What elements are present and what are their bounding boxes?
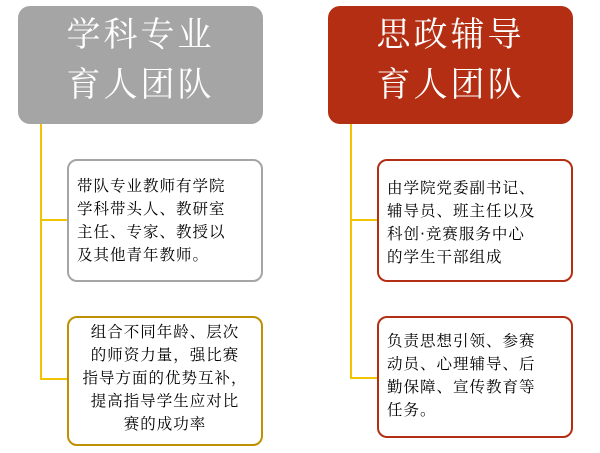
- left-header-discipline-team: [18, 6, 263, 124]
- right-connector-vertical: [350, 124, 352, 378]
- text-line: 动员、心理辅导、后: [387, 355, 536, 373]
- left-connector-branch-1: [40, 219, 67, 221]
- text-line: 带队专业教师有学院: [77, 177, 226, 195]
- right-connector-branch-2: [350, 377, 377, 379]
- text-line: 负责思想引领、参赛: [387, 332, 536, 350]
- text-line: 勤保障、宣传教育等: [387, 378, 536, 396]
- left-header-line-2: 育人团队: [66, 65, 215, 105]
- left-header-line-1: 学科专业: [66, 15, 215, 55]
- right-header-line-1: 思政辅导: [376, 15, 525, 55]
- text-line: 主任、专家、教授以: [77, 223, 226, 241]
- left-connector-vertical: [40, 124, 42, 379]
- text-line: 赛的成功率: [123, 415, 207, 433]
- right-box-responsibilities: [377, 316, 573, 438]
- right-header-line-2: 育人团队: [376, 65, 525, 105]
- left-connector-branch-2: [40, 378, 67, 380]
- text-line: 任务。: [387, 401, 437, 419]
- text-line: 科创·竞赛服务中心: [387, 225, 525, 243]
- right-header-ideological-team: [328, 6, 573, 124]
- right-connector-branch-1: [350, 219, 377, 221]
- text-line: 辅导员、班主任以及: [387, 202, 536, 220]
- text-line: 组合不同年龄、层次: [90, 323, 240, 341]
- left-box-team-advantage: [67, 316, 263, 446]
- text-line: 的学生干部组成: [387, 248, 503, 266]
- text-line: 学科带头人、教研室: [77, 200, 226, 218]
- text-line: 指导方面的优势互补，: [82, 369, 248, 387]
- text-line: 及其他青年教师。: [77, 246, 210, 264]
- left-box-teacher-composition: [67, 159, 263, 282]
- text-line: 由学院党委副书记、: [387, 179, 536, 197]
- text-line: 的师资力量，强比赛: [90, 346, 240, 364]
- text-line: 提高指导学生应对比: [90, 392, 240, 410]
- right-box-team-composition: [377, 159, 573, 282]
